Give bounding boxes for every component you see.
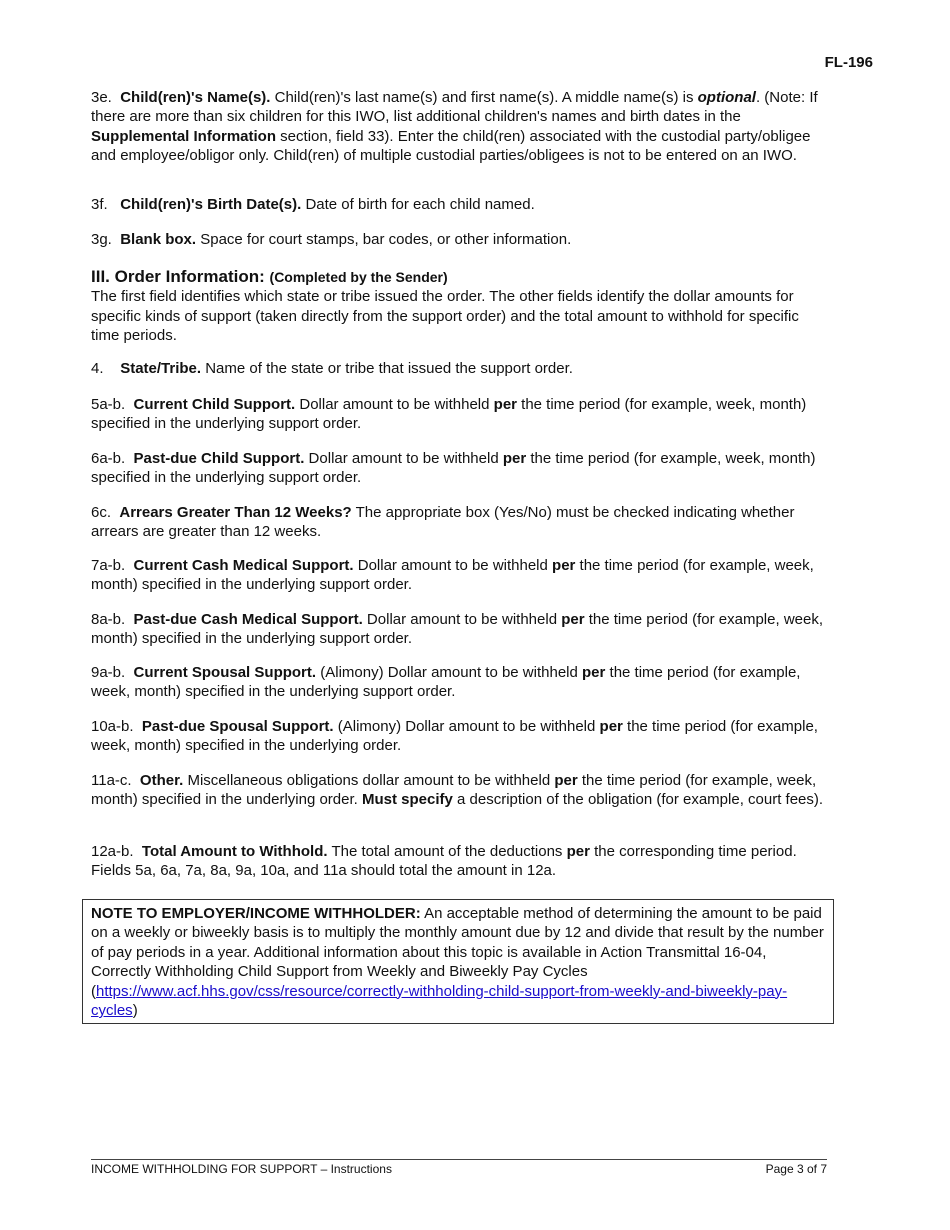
- item-6a-b: 6a-b. Past-due Child Support. Dollar amount to be withheld per the time period (for example, week, month) specified in the underlying support order.: [91, 450, 816, 487]
- page-number: Page 3 of 7: [765, 1162, 827, 1176]
- note-text: An acceptable method of determining the amount to be paid on a weekly or biweekly basis is to multiply the monthly amount due by 12 and divide that result by the number of pay periods in a year. Additional information about this topic is available in Action Transmittal 16-04, Correctly Withholding Child Support from Weekly and Biweekly Pay Cycles (: [91, 905, 824, 1000]
- item-6c: 6c. Arrears Greater Than 12 Weeks? The appropriate box (Yes/No) must be checked indicating whether arrears are greater than 12 weeks.: [91, 504, 795, 541]
- item-9a-b: 9a-b. Current Spousal Support. (Alimony) Dollar amount to be withheld per the time period (for example, week, month) specified in the underlying support order.: [91, 664, 801, 701]
- section-order-information: [91, 267, 826, 346]
- section-heading: III. Order Information: (Completed by the Sender): [91, 267, 448, 286]
- item-4: 4. State/Tribe. Name of the state or tribe that issued the support order.: [91, 360, 573, 377]
- footer-title: INCOME WITHHOLDING FOR SUPPORT – Instructions: [91, 1162, 392, 1176]
- item-3g: 3g. Blank box. Space for court stamps, bar codes, or other information.: [91, 231, 572, 248]
- note-label: NOTE TO EMPLOYER/INCOME WITHHOLDER:: [91, 905, 421, 922]
- item-10a-b: 10a-b. Past-due Spousal Support. (Alimony) Dollar amount to be withheld per the time period (for example, week, month) specified in the underlying order.: [91, 718, 818, 755]
- item-8a-b: 8a-b. Past-due Cash Medical Support. Dollar amount to be withheld per the time period (for example, week, month) specified in the underlying support order.: [91, 611, 824, 648]
- note-close-paren: ): [132, 1002, 138, 1020]
- item-11a-c: 11a-c. Other. Miscellaneous obligations dollar amount to be withheld per the time period (for example, week, month) specified in the underlying order. Must specify a description of the obligation (for example, court fees).: [91, 772, 824, 809]
- item-3f: 3f. Child(ren)'s Birth Date(s). Date of birth for each child named.: [91, 196, 535, 213]
- page-footer: [91, 1159, 827, 1177]
- item-3e: 3e. Child(ren)'s Name(s). Child(ren)'s last name(s) and first name(s). A middle name(s) is optional. (Note: If there are more than six children for this IWO, list additional children's names and birth dates in the Supplemental Information section, field 33). Enter the child(ren) associated with the custodial party/obligee and employee/obligor only. Child(ren) of multiple custodial parties/obligees is not to be entered on an IWO.: [91, 89, 818, 165]
- item-12a-b: 12a-b. Total Amount to Withhold. The total amount of the deductions per the corresponding time period. Fields 5a, 6a, 7a, 8a, 9a, 10a, and 11a should total the amount in 12a.: [91, 843, 797, 880]
- note-box: [82, 899, 834, 1024]
- form-number: FL-196: [824, 54, 873, 71]
- section-intro: The first field identifies which state or tribe issued the order. The other fields identify the dollar amounts for specific kinds of support (taken directly from the support order) and the total amount to withhold for specific time periods.: [91, 288, 799, 345]
- action-transmittal-link[interactable]: https://www.acf.hhs.gov/css/resource/correctly-withholding-child-support-from-weekly-and-biweekly-pay-cycles: [91, 982, 788, 1020]
- item-7a-b: 7a-b. Current Cash Medical Support. Dollar amount to be withheld per the time period (for example, week, month) specified in the underlying support order.: [91, 557, 814, 594]
- item-5a-b: 5a-b. Current Child Support. Dollar amount to be withheld per the time period (for example, week, month) specified in the underlying support order.: [91, 396, 807, 433]
